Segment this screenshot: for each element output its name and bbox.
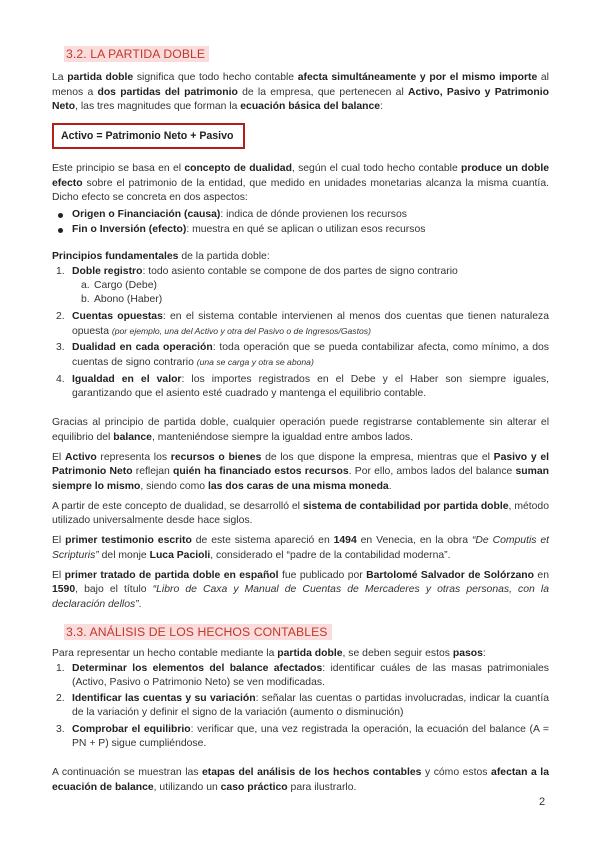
intro-paragraph: La partida doble significa que todo hecho contable afecta simultáneamente y por el mismo importe al menos a dos partidas del patrimonio de la empresa, que pertenecen al Activo, Pasivo y Patrimonio Neto, las tres magnitudes que forman la ecuación básica del balance: [52,72,549,112]
testimonio-paragraph: El primer testimonio escrito de este sistema apareció en 1494 en Venecia, en la obra “De Computis et Scripturis” del monje Luca Pacioli, considerado el “padre de la contabilidad moderna”. [52,535,550,561]
closing-paragraph: A continuación se muestran las etapas del análisis de los hechos contables y cómo estos afectan a la ecuación de balance, utilizando un caso práctico para ilustrarlo. [52,767,549,793]
document-page [52,46,549,795]
list-item: 3. Dualidad en cada operación: toda operación que se pueda contabilizar afecta, como mínimo, a dos cuentas de signo contrario (una se carga y otra se abona) [56,342,549,369]
list-item: 3. Comprobar el equilibrio: verificar que, una vez registrada la operación, la ecuación del balance (A = PN + P) sigue cumpliéndose. [56,723,549,749]
aspects-list [52,208,549,237]
list-item: Origen o Financiación (causa): indica de dónde provienen los recursos [52,208,549,223]
balance-equation-box: Activo = Patrimonio Neto + Pasivo [52,123,245,149]
principles-heading: Principios fundamentales de la partida doble: [52,251,270,263]
list-item: 1. Determinar los elementos del balance afectados: identificar cuáles de las masas patrimoniales (Activo, Pasivo o Patrimonio Neto) se ven modificadas. [56,662,549,688]
balance-paragraph: Gracias al principio de partida doble, cualquier operación puede registrarse contablemente sin alterar el equilibrio del balance, manteniéndose siempre la igualdad entre ambos lados. [52,417,549,443]
list-item: 2. Identificar las cuentas y su variación: señalar las cuentas o partidas involucradas, indicar la cuantía de la variación y definir el signo de la variación (aumento o disminución) [56,693,549,719]
section-3-3 [52,624,549,795]
section-3-2 [52,46,549,612]
list-item: 1. Doble registro: todo asiento contable se compone de dos partes de signo contrario a. Cargo (Debe) b. Abono (Haber) [52,265,549,308]
list-item: Fin o Inversión (efecto): muestra en qué se aplican o utilizan esos recursos [52,223,549,238]
page-number: 2 [539,796,546,808]
list-item: b. Abono (Haber) [81,294,163,306]
sistema-paragraph: A partir de este concepto de dualidad, se desarrolló el sistema de contabilidad por partida doble, método utilizado universalmente desde hace siglos. [52,500,549,527]
list-item: 2. Cuentas opuestas: en el sistema contable intervienen al menos dos cuentas que tienen naturaleza opuesta (por ejemplo, una del Activo y otra del Pasivo o de Ingresos/Gastos) [56,310,549,337]
section-title: 3.3. ANÁLISIS DE LOS HECHOS CONTABLES [64,624,332,640]
sub-list [72,279,549,308]
activo-paragraph: El Activo representa los recursos o bienes de los que dispone la empresa, mientras que el Pasivo y el Patrimonio Neto reflejan quién ha financiado estos recursos. Por ello, ambos lados del balance suman siempre lo mismo, siendo como las dos caras de una misma moneda. [52,451,550,492]
section-title: 3.2. LA PARTIDA DOBLE [64,46,209,62]
duality-paragraph: Este principio se basa en el concepto de dualidad, según el cual todo hecho contable produce un doble efecto sobre el patrimonio de la entidad, que medido en unidades monetarias alcanza la misma cuantía. Dicho efecto se concreta en dos aspectos: [52,163,549,204]
list-item: 4. Igualdad en el valor: los importes registrados en el Debe y el Haber son siempre iguales, garantizando que el asiento esté cuadrado y mantenga el equilibrio contable. [56,373,549,400]
list-item: a. Cargo (Debe) [81,279,157,291]
principles-list [52,265,549,402]
steps-list [52,662,549,752]
tratado-paragraph: El primer tratado de partida doble en español fue publicado por Bartolomé Salvador de Solórzano en 1590, bajo el título “Libro de Caxa y Manual de Cuentas de Mercaderes y otras personas, con la declaración dellos”. [52,570,549,610]
steps-intro-paragraph: Para representar un hecho contable mediante la partida doble, se deben seguir estos pasos: [52,648,486,660]
